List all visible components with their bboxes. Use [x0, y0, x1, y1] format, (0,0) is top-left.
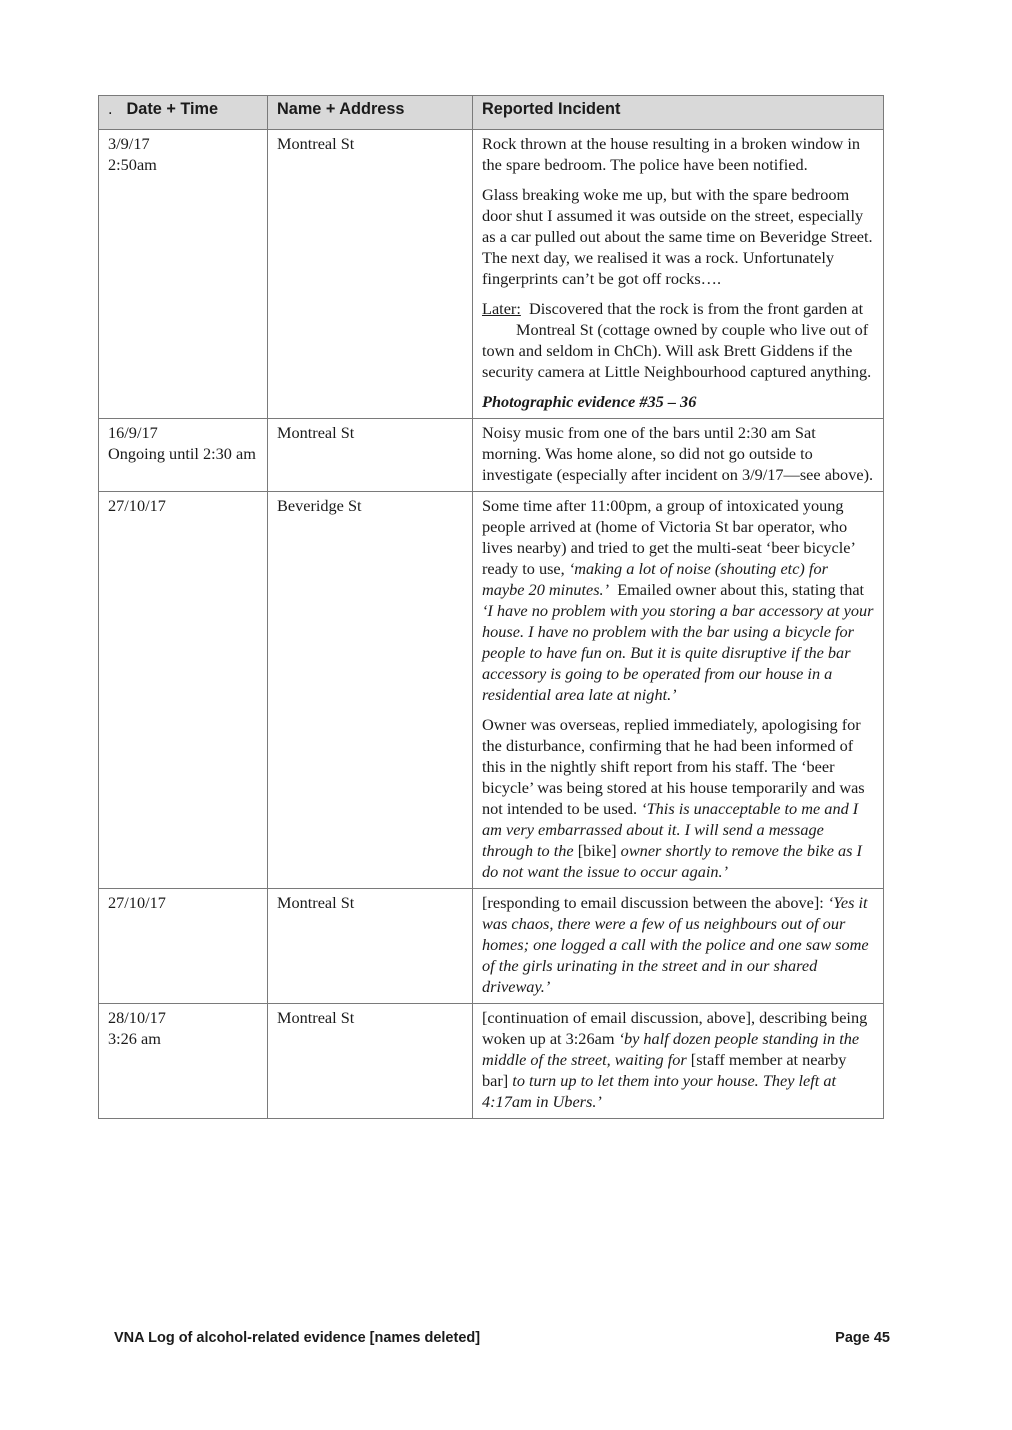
text-run: [staff member at nearby bar]: [482, 1050, 847, 1090]
table-row: [99, 130, 884, 419]
text-run: [continuation of email discussion, above], describing being woken up at 3:26am: [482, 1008, 868, 1048]
text-run: [responding to email discussion between the above]:: [482, 893, 828, 912]
incident-cell: [473, 419, 884, 492]
address-cell: Montreal St: [268, 889, 473, 1004]
text-run: Some time after 11:00pm, a group of intoxicated young people arrived at (home of Victoria St bar operator, who lives nearby) and tried to get the multi-seat ‘beer bicycle’ ready to use,: [482, 496, 855, 578]
header-reported-incident: Reported Incident: [473, 96, 884, 130]
address-cell: Montreal St: [268, 130, 473, 419]
quote-run: ‘I have no problem with you storing a bar accessory at your house. I have no problem with the bar using a bicycle for people to have fun on. But it is quite disruptive if the bar accessory is going to be operated from our house in a residential area late at night.’: [482, 601, 874, 704]
page-footer: [114, 1330, 890, 1346]
date-time-cell: [99, 130, 268, 419]
text-run: Owner was overseas, replied immediately, apologising for the disturbance, confirming that he had been informed of this in the nightly shift report from his staff. The ‘beer bicycle’ was being stored at his house temporarily and was not intended to be used.: [482, 715, 865, 818]
later-text-b: Montreal St (cottage owned by couple who live out of town and seldom in ChCh). Will ask Brett Giddens if the security camera at Little Neighbourhood captured anything.: [482, 320, 872, 381]
incident-paragraph: [482, 1007, 874, 1112]
incident-paragraph: Noisy music from one of the bars until 2:30 am Sat morning. Was home alone, so did not go outside to investigate (especially after incident on 3/9/17—see above).: [482, 423, 874, 484]
incident-paragraph: Glass breaking woke me up, but with the spare bedroom door shut I assumed it was outside on the street, especially as a car pulled out about the same time on Beveridge Street. The next day, we realised it was a rock. Unfortunately fingerprints can’t be got off rocks….: [482, 185, 873, 288]
incident-paragraph: [482, 495, 874, 705]
date-time-cell: [99, 492, 268, 889]
table-row: [99, 889, 884, 1004]
time: Ongoing until 2:30 am: [108, 444, 256, 463]
table-header-row: [99, 96, 884, 130]
address-cell: Beveridge St: [268, 492, 473, 889]
quote-run: ‘making a lot of noise (shouting etc) for maybe 20 minutes.’: [482, 559, 828, 599]
incident-paragraph: Rock thrown at the house resulting in a broken window in the spare bedroom. The police have been notified.: [482, 134, 861, 174]
incident-cell: [473, 130, 884, 419]
later-text-a: Discovered that the rock is from the front garden at: [520, 299, 864, 318]
header-date-time: [99, 96, 268, 130]
incident-paragraph: [482, 298, 874, 382]
date-time-cell: [99, 419, 268, 492]
incident-cell: [473, 1004, 884, 1119]
table-row: [99, 419, 884, 492]
later-label: Later:: [482, 299, 521, 318]
date: 27/10/17: [108, 893, 166, 912]
incident-cell: [473, 889, 884, 1004]
header-name-address: Name + Address: [268, 96, 473, 130]
date-time-cell: [99, 889, 268, 1004]
page-number: Page 45: [835, 1330, 890, 1346]
table-row: [99, 1004, 884, 1119]
date-time-cell: [99, 1004, 268, 1119]
quote-run: ‘by half dozen people standing in the middle of the street, waiting for: [482, 1029, 860, 1069]
date: 28/10/17: [108, 1008, 166, 1027]
time: 2:50am: [108, 155, 157, 174]
header-date-time-label: Date + Time: [126, 100, 219, 118]
incident-paragraph: [482, 892, 874, 997]
address-cell: Montreal St: [268, 419, 473, 492]
incident-log-table: [98, 95, 884, 1119]
photographic-evidence-note: Photographic evidence #35 – 36: [482, 392, 697, 411]
text-run: Emailed owner about this, stating that: [609, 580, 869, 599]
incident-cell: [473, 492, 884, 889]
quote-run: ‘Yes it was chaos, there were a few of us neighbours out of our homes; one logged a call with the police and one saw some of the girls urinating in the street and in our shared driveway.’: [482, 893, 869, 996]
date: 3/9/17: [108, 134, 150, 153]
incident-paragraph: [482, 714, 874, 882]
quote-run: ‘This is unacceptable to me and I am very embarrassed about it. I will send a message through to the: [482, 799, 859, 860]
date: 27/10/17: [108, 496, 166, 515]
footer-document-title: VNA Log of alcohol-related evidence [names deleted]: [114, 1330, 481, 1346]
address-cell: Montreal St: [268, 1004, 473, 1119]
date: 16/9/17: [108, 423, 158, 442]
quote-run: owner shortly to remove the bike as I do not want the issue to occur again.’: [482, 841, 862, 881]
header-marker: .: [108, 100, 113, 118]
quote-run: to turn up to let them into your house. They left at 4:17am in Ubers.’: [482, 1071, 837, 1111]
table-row: [99, 492, 884, 889]
text-run: [bike]: [577, 841, 617, 860]
time: 3:26 am: [108, 1029, 161, 1048]
